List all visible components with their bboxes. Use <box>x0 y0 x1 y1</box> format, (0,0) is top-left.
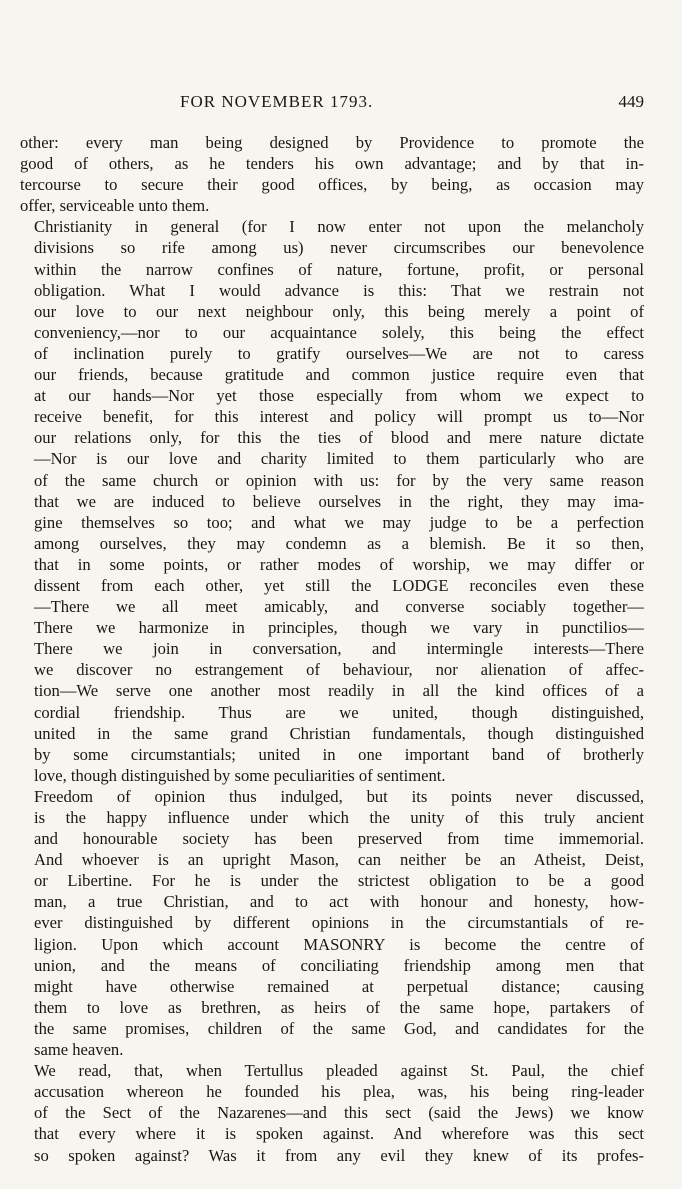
text-line: within the narrow confines of nature, fortune, profit, or personal <box>34 259 644 279</box>
text-line: we discover no estrangement of behaviour, nor alienation of affec- <box>34 660 644 680</box>
text-line: the same promises, children of the same God, and candidates for the <box>34 1018 644 1038</box>
text-line: at our hands—Nor yet those especially from whom we expect to <box>34 386 644 406</box>
text-line: that every where it is spoken against. And wherefore was this sect <box>34 1124 644 1144</box>
text-line: divisions so rife among us) never circumscribes our benevolence <box>34 238 644 258</box>
text-line: ever distinguished by different opinions in the circumstantials of re- <box>34 913 644 933</box>
text-line: And whoever is an upright Mason, can neither be an Atheist, Deist, <box>34 850 644 870</box>
text-line: receive benefit, for this interest and policy will prompt us to—Nor <box>34 407 644 427</box>
text-line: —Nor is our love and charity limited to them particularly who are <box>34 449 644 469</box>
text-line: our love to our next neighbour only, this being merely a point of <box>34 301 644 321</box>
text-line: same heaven. <box>34 1040 124 1060</box>
text-line: accusation whereon he founded his plea, was, his being ring-leader <box>34 1082 644 1102</box>
text-line: might have otherwise remained at perpetual distance; causing <box>34 976 644 996</box>
text-line: obligation. What I would advance is this: That we restrain not <box>34 280 644 300</box>
text-line: dissent from each other, yet still the LODGE reconciles even these <box>34 575 644 595</box>
text-line: them to love as brethren, as heirs of the same hope, partakers of <box>34 997 644 1017</box>
text-line: conveniency,—nor to our acquaintance solely, this being the effect <box>34 322 644 342</box>
text-line: —There we all meet amicably, and converse sociably together— <box>34 597 644 617</box>
text-line: of the same church or opinion with us: for by the very same reason <box>34 470 644 490</box>
text-line: There we join in conversation, and intermingle interests—There <box>34 639 644 659</box>
text-line: tercourse to secure their good offices, by being, as occasion may <box>20 175 644 195</box>
text-line: among ourselves, they may condemn as a blemish. Be it so then, <box>34 533 644 553</box>
text-line: other: every man being designed by Providence to promote the <box>20 133 644 152</box>
text-line: so spoken against? Was it from any evil they knew of its profes- <box>34 1145 644 1165</box>
text-line: cordial friendship. Thus are we united, though distinguished, <box>34 702 644 722</box>
text-line: is the happy influence under which the unity of this truly ancient <box>34 808 644 827</box>
text-line: man, a true Christian, and to act with honour and honesty, how- <box>34 892 644 912</box>
text-line: that we are induced to believe ourselves in the right, they may ima- <box>34 491 644 511</box>
text-line: that in some points, or rather modes of worship, we may differ or <box>34 554 644 574</box>
text-line: and honourable society has been preserved from time immemorial. <box>34 829 644 849</box>
text-line: our relations only, for this the ties of blood and mere nature dictate <box>34 428 644 448</box>
text-line: of the Sect of the Nazarenes—and this sect (said the Jews) we know <box>34 1103 644 1123</box>
paragraph-1 <box>20 132 644 216</box>
text-line: good of others, as he tenders his own advantage; and by that in- <box>20 154 644 174</box>
paragraph-4 <box>20 1060 644 1165</box>
text-line: offer, serviceable unto them. <box>20 196 210 216</box>
text-line: ligion. Upon which account MASONRY is become the centre of <box>34 934 644 954</box>
page-number: 449 <box>618 92 644 111</box>
body-text <box>20 132 644 1166</box>
text-line: union, and the means of conciliating friendship among men that <box>34 955 644 975</box>
running-head-title: FOR NOVEMBER 1793. <box>180 92 374 111</box>
text-line: We read, that, when Tertullus pleaded against St. Paul, the chief <box>34 1061 644 1081</box>
text-line: tion—We serve one another most readily in all the kind offices of a <box>34 681 644 701</box>
text-line: There we harmonize in principles, though we vary in punctilios— <box>34 618 644 638</box>
paragraph-2 <box>20 216 644 786</box>
text-line: gine themselves so too; and what we may judge to be a perfection <box>34 512 644 532</box>
text-line: or Libertine. For he is under the strictest obligation to be a good <box>34 871 644 891</box>
text-line: of inclination purely to gratify ourselves—We are not to caress <box>34 343 644 363</box>
text-line: our friends, because gratitude and common justice require even that <box>34 365 644 385</box>
text-line: Christianity in general (for I now enter not upon the melancholy <box>34 217 644 237</box>
text-line: by some circumstantials; united in one important band of brotherly <box>34 744 644 764</box>
running-head <box>20 92 644 114</box>
text-line: united in the same grand Christian fundamentals, though distinguished <box>34 723 644 743</box>
text-line: love, though distinguished by some peculiarities of sentiment. <box>34 765 446 785</box>
paragraph-3 <box>20 786 644 1060</box>
text-line: Freedom of opinion thus indulged, but its points never discussed, <box>34 786 644 806</box>
